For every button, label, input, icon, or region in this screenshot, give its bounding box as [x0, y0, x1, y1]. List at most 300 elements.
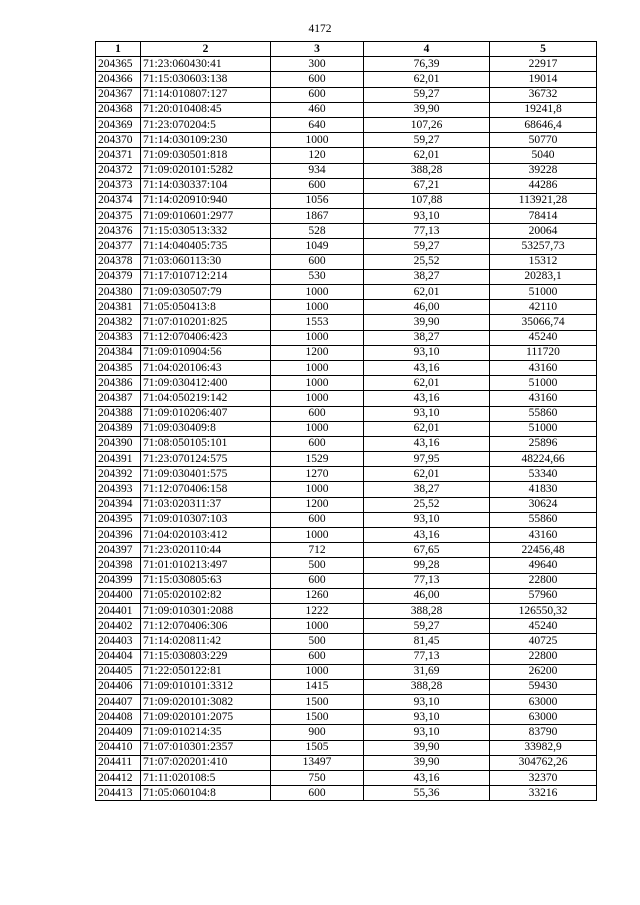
row-number-cell: 204379 [96, 269, 141, 284]
rate-cell: 39,90 [364, 102, 490, 117]
area-cell: 528 [271, 224, 364, 239]
rate-cell: 43,16 [364, 436, 490, 451]
table-row [96, 163, 597, 178]
rate-cell: 388,28 [364, 679, 490, 694]
value-cell: 44286 [490, 178, 597, 193]
table-row [96, 695, 597, 710]
table-row [96, 360, 597, 375]
rate-cell: 62,01 [364, 148, 490, 163]
value-cell: 36732 [490, 87, 597, 102]
row-number-cell: 204408 [96, 710, 141, 725]
value-cell: 51000 [490, 421, 597, 436]
rate-cell: 107,88 [364, 193, 490, 208]
area-cell: 1000 [271, 330, 364, 345]
value-cell: 63000 [490, 695, 597, 710]
value-cell: 22917 [490, 57, 597, 72]
cadastral-number-cell: 71:04:020106:43 [141, 360, 271, 375]
area-cell: 300 [271, 57, 364, 72]
cadastral-number-cell: 71:23:060430:41 [141, 57, 271, 72]
cadastral-number-cell: 71:14:020811:42 [141, 634, 271, 649]
table-row [96, 148, 597, 163]
cadastral-number-cell: 71:05:020102:82 [141, 588, 271, 603]
rate-cell: 67,65 [364, 543, 490, 558]
table-row [96, 178, 597, 193]
row-number-cell: 204400 [96, 588, 141, 603]
value-cell: 43160 [490, 360, 597, 375]
value-cell: 41830 [490, 482, 597, 497]
row-number-cell: 204411 [96, 755, 141, 770]
table-row [96, 421, 597, 436]
area-cell: 600 [271, 87, 364, 102]
value-cell: 19241,8 [490, 102, 597, 117]
row-number-cell: 204402 [96, 619, 141, 634]
row-number-cell: 204399 [96, 573, 141, 588]
area-cell: 1049 [271, 239, 364, 254]
value-cell: 33216 [490, 786, 597, 801]
column-header: 1 [96, 42, 141, 57]
cadastral-number-cell: 71:07:010301:2357 [141, 740, 271, 755]
rate-cell: 62,01 [364, 467, 490, 482]
table-row [96, 573, 597, 588]
table-row [96, 254, 597, 269]
value-cell: 111720 [490, 345, 597, 360]
area-cell: 1000 [271, 133, 364, 148]
rate-cell: 46,00 [364, 588, 490, 603]
value-cell: 55860 [490, 512, 597, 527]
row-number-cell: 204403 [96, 634, 141, 649]
row-number-cell: 204398 [96, 558, 141, 573]
area-cell: 120 [271, 148, 364, 163]
table-row [96, 771, 597, 786]
row-number-cell: 204380 [96, 285, 141, 300]
column-header: 5 [490, 42, 597, 57]
table-row [96, 117, 597, 132]
table-row [96, 588, 597, 603]
area-cell: 1000 [271, 528, 364, 543]
rate-cell: 93,10 [364, 695, 490, 710]
value-cell: 33982,9 [490, 740, 597, 755]
area-cell: 600 [271, 649, 364, 664]
cadastral-number-cell: 71:11:020108:5 [141, 771, 271, 786]
area-cell: 600 [271, 72, 364, 87]
cadastral-number-cell: 71:15:030513:332 [141, 224, 271, 239]
rate-cell: 43,16 [364, 391, 490, 406]
value-cell: 25896 [490, 436, 597, 451]
value-cell: 78414 [490, 209, 597, 224]
row-number-cell: 204409 [96, 725, 141, 740]
rate-cell: 43,16 [364, 771, 490, 786]
value-cell: 22800 [490, 573, 597, 588]
row-number-cell: 204374 [96, 193, 141, 208]
table-row [96, 102, 597, 117]
rate-cell: 39,90 [364, 315, 490, 330]
row-number-cell: 204397 [96, 543, 141, 558]
area-cell: 1200 [271, 497, 364, 512]
row-number-cell: 204382 [96, 315, 141, 330]
rate-cell: 43,16 [364, 528, 490, 543]
area-cell: 900 [271, 725, 364, 740]
area-cell: 1270 [271, 467, 364, 482]
area-cell: 500 [271, 634, 364, 649]
row-number-cell: 204375 [96, 209, 141, 224]
cadastral-number-cell: 71:14:030337:104 [141, 178, 271, 193]
table-row [96, 315, 597, 330]
rate-cell: 93,10 [364, 345, 490, 360]
table-row [96, 285, 597, 300]
rate-cell: 46,00 [364, 300, 490, 315]
cadastral-number-cell: 71:05:050413:8 [141, 300, 271, 315]
column-header: 3 [271, 42, 364, 57]
area-cell: 1000 [271, 376, 364, 391]
rate-cell: 81,45 [364, 634, 490, 649]
cadastral-number-cell: 71:09:030501:818 [141, 148, 271, 163]
rate-cell: 62,01 [364, 421, 490, 436]
row-number-cell: 204385 [96, 360, 141, 375]
rate-cell: 77,13 [364, 224, 490, 239]
value-cell: 15312 [490, 254, 597, 269]
row-number-cell: 204383 [96, 330, 141, 345]
rate-cell: 59,27 [364, 87, 490, 102]
rate-cell: 43,16 [364, 360, 490, 375]
value-cell: 63000 [490, 710, 597, 725]
table-row [96, 558, 597, 573]
area-cell: 1000 [271, 360, 364, 375]
rate-cell: 77,13 [364, 573, 490, 588]
table-row [96, 512, 597, 527]
row-number-cell: 204390 [96, 436, 141, 451]
rate-cell: 31,69 [364, 664, 490, 679]
table-row [96, 209, 597, 224]
cadastral-number-cell: 71:09:030401:575 [141, 467, 271, 482]
area-cell: 1505 [271, 740, 364, 755]
cadastral-number-cell: 71:15:030603:138 [141, 72, 271, 87]
table-row [96, 664, 597, 679]
row-number-cell: 204412 [96, 771, 141, 786]
cadastral-number-cell: 71:03:060113:30 [141, 254, 271, 269]
rate-cell: 38,27 [364, 482, 490, 497]
cadastral-number-cell: 71:15:030803:229 [141, 649, 271, 664]
row-number-cell: 204384 [96, 345, 141, 360]
rate-cell: 388,28 [364, 603, 490, 618]
value-cell: 53340 [490, 467, 597, 482]
value-cell: 19014 [490, 72, 597, 87]
cadastral-number-cell: 71:23:070204:5 [141, 117, 271, 132]
area-cell: 500 [271, 558, 364, 573]
cadastral-number-cell: 71:14:030109:230 [141, 133, 271, 148]
table-row [96, 269, 597, 284]
cadastral-number-cell: 71:12:070406:423 [141, 330, 271, 345]
row-number-cell: 204378 [96, 254, 141, 269]
area-cell: 600 [271, 573, 364, 588]
table-row [96, 649, 597, 664]
cadastral-number-cell: 71:09:010206:407 [141, 406, 271, 421]
rate-cell: 62,01 [364, 72, 490, 87]
table-row [96, 603, 597, 618]
table-row [96, 87, 597, 102]
row-number-cell: 204386 [96, 376, 141, 391]
table-row [96, 391, 597, 406]
area-cell: 1000 [271, 285, 364, 300]
value-cell: 22800 [490, 649, 597, 664]
value-cell: 304762,26 [490, 755, 597, 770]
table-row [96, 786, 597, 801]
area-cell: 600 [271, 786, 364, 801]
area-cell: 530 [271, 269, 364, 284]
area-cell: 1000 [271, 300, 364, 315]
rate-cell: 62,01 [364, 285, 490, 300]
rate-cell: 93,10 [364, 209, 490, 224]
value-cell: 35066,74 [490, 315, 597, 330]
cadastral-number-cell: 71:09:010214:35 [141, 725, 271, 740]
rate-cell: 38,27 [364, 269, 490, 284]
rate-cell: 99,28 [364, 558, 490, 573]
value-cell: 113921,28 [490, 193, 597, 208]
row-number-cell: 204368 [96, 102, 141, 117]
cadastral-number-cell: 71:04:050219:142 [141, 391, 271, 406]
area-cell: 712 [271, 543, 364, 558]
cadastral-number-cell: 71:09:020101:2075 [141, 710, 271, 725]
cadastral-number-cell: 71:17:010712:214 [141, 269, 271, 284]
row-number-cell: 204365 [96, 57, 141, 72]
table-row [96, 497, 597, 512]
rate-cell: 59,27 [364, 619, 490, 634]
cadastral-number-cell: 71:05:060104:8 [141, 786, 271, 801]
value-cell: 43160 [490, 528, 597, 543]
cadastral-number-cell: 71:09:030409:8 [141, 421, 271, 436]
rate-cell: 55,36 [364, 786, 490, 801]
value-cell: 57960 [490, 588, 597, 603]
area-cell: 1200 [271, 345, 364, 360]
row-number-cell: 204371 [96, 148, 141, 163]
cadastral-number-cell: 71:09:030507:79 [141, 285, 271, 300]
row-number-cell: 204405 [96, 664, 141, 679]
value-cell: 59430 [490, 679, 597, 694]
area-cell: 1500 [271, 710, 364, 725]
table-row [96, 193, 597, 208]
cadastral-number-cell: 71:09:020101:5282 [141, 163, 271, 178]
cadastral-number-cell: 71:09:010301:2088 [141, 603, 271, 618]
area-cell: 13497 [271, 755, 364, 770]
row-number-cell: 204401 [96, 603, 141, 618]
rate-cell: 39,90 [364, 740, 490, 755]
value-cell: 20064 [490, 224, 597, 239]
area-cell: 1260 [271, 588, 364, 603]
table-row [96, 634, 597, 649]
row-number-cell: 204369 [96, 117, 141, 132]
row-number-cell: 204387 [96, 391, 141, 406]
row-number-cell: 204372 [96, 163, 141, 178]
value-cell: 50770 [490, 133, 597, 148]
rate-cell: 97,95 [364, 452, 490, 467]
value-cell: 26200 [490, 664, 597, 679]
value-cell: 55860 [490, 406, 597, 421]
area-cell: 1529 [271, 452, 364, 467]
area-cell: 934 [271, 163, 364, 178]
value-cell: 42110 [490, 300, 597, 315]
area-cell: 750 [271, 771, 364, 786]
data-table [95, 41, 597, 801]
table-header-row [96, 42, 597, 57]
table-row [96, 376, 597, 391]
cadastral-number-cell: 71:04:020103:412 [141, 528, 271, 543]
table-row [96, 467, 597, 482]
page-number: 4172 [308, 23, 332, 35]
area-cell: 1000 [271, 482, 364, 497]
column-header: 4 [364, 42, 490, 57]
row-number-cell: 204391 [96, 452, 141, 467]
table-row [96, 740, 597, 755]
row-number-cell: 204395 [96, 512, 141, 527]
table-row [96, 543, 597, 558]
row-number-cell: 204404 [96, 649, 141, 664]
value-cell: 51000 [490, 285, 597, 300]
cadastral-number-cell: 71:14:010807:127 [141, 87, 271, 102]
rate-cell: 59,27 [364, 133, 490, 148]
table-row [96, 679, 597, 694]
cadastral-number-cell: 71:22:050122:81 [141, 664, 271, 679]
cadastral-number-cell: 71:14:040405:735 [141, 239, 271, 254]
area-cell: 1000 [271, 421, 364, 436]
value-cell: 51000 [490, 376, 597, 391]
rate-cell: 76,39 [364, 57, 490, 72]
area-cell: 1056 [271, 193, 364, 208]
value-cell: 40725 [490, 634, 597, 649]
rate-cell: 107,26 [364, 117, 490, 132]
rate-cell: 93,10 [364, 710, 490, 725]
value-cell: 43160 [490, 391, 597, 406]
table-row [96, 330, 597, 345]
rate-cell: 93,10 [364, 406, 490, 421]
value-cell: 32370 [490, 771, 597, 786]
row-number-cell: 204388 [96, 406, 141, 421]
row-number-cell: 204406 [96, 679, 141, 694]
cadastral-number-cell: 71:07:020201:410 [141, 755, 271, 770]
table-row [96, 452, 597, 467]
table-body [96, 57, 597, 801]
area-cell: 1000 [271, 391, 364, 406]
table-row [96, 710, 597, 725]
rate-cell: 93,10 [364, 725, 490, 740]
row-number-cell: 204393 [96, 482, 141, 497]
row-number-cell: 204394 [96, 497, 141, 512]
table-row [96, 482, 597, 497]
table-row [96, 755, 597, 770]
rate-cell: 388,28 [364, 163, 490, 178]
row-number-cell: 204376 [96, 224, 141, 239]
row-number-cell: 204413 [96, 786, 141, 801]
area-cell: 600 [271, 406, 364, 421]
rate-cell: 62,01 [364, 376, 490, 391]
value-cell: 20283,1 [490, 269, 597, 284]
row-number-cell: 204407 [96, 695, 141, 710]
cadastral-number-cell: 71:09:010307:103 [141, 512, 271, 527]
area-cell: 600 [271, 254, 364, 269]
table-row [96, 345, 597, 360]
table-row [96, 436, 597, 451]
area-cell: 640 [271, 117, 364, 132]
area-cell: 600 [271, 512, 364, 527]
value-cell: 45240 [490, 619, 597, 634]
row-number-cell: 204373 [96, 178, 141, 193]
row-number-cell: 204396 [96, 528, 141, 543]
area-cell: 1222 [271, 603, 364, 618]
row-number-cell: 204367 [96, 87, 141, 102]
rate-cell: 67,21 [364, 178, 490, 193]
area-cell: 460 [271, 102, 364, 117]
row-number-cell: 204366 [96, 72, 141, 87]
area-cell: 600 [271, 436, 364, 451]
cadastral-number-cell: 71:12:070406:306 [141, 619, 271, 634]
cadastral-number-cell: 71:09:010904:56 [141, 345, 271, 360]
rate-cell: 25,52 [364, 254, 490, 269]
area-cell: 1000 [271, 664, 364, 679]
row-number-cell: 204370 [96, 133, 141, 148]
cadastral-number-cell: 71:14:020910:940 [141, 193, 271, 208]
value-cell: 48224,66 [490, 452, 597, 467]
rate-cell: 38,27 [364, 330, 490, 345]
row-number-cell: 204392 [96, 467, 141, 482]
cadastral-number-cell: 71:09:010101:3312 [141, 679, 271, 694]
cadastral-number-cell: 71:23:020110:44 [141, 543, 271, 558]
cadastral-number-cell: 71:09:010601:2977 [141, 209, 271, 224]
column-header: 2 [141, 42, 271, 57]
value-cell: 22456,48 [490, 543, 597, 558]
cadastral-number-cell: 71:20:010408:45 [141, 102, 271, 117]
area-cell: 1553 [271, 315, 364, 330]
cadastral-number-cell: 71:08:050105:101 [141, 436, 271, 451]
area-cell: 1415 [271, 679, 364, 694]
row-number-cell: 204381 [96, 300, 141, 315]
value-cell: 30624 [490, 497, 597, 512]
value-cell: 49640 [490, 558, 597, 573]
table-row [96, 725, 597, 740]
value-cell: 126550,32 [490, 603, 597, 618]
cadastral-number-cell: 71:03:020311:37 [141, 497, 271, 512]
cadastral-number-cell: 71:23:070124:575 [141, 452, 271, 467]
table-row [96, 528, 597, 543]
table-row [96, 300, 597, 315]
cadastral-number-cell: 71:12:070406:158 [141, 482, 271, 497]
table-row [96, 406, 597, 421]
cadastral-number-cell: 71:09:020101:3082 [141, 695, 271, 710]
cadastral-number-cell: 71:09:030412:400 [141, 376, 271, 391]
area-cell: 1867 [271, 209, 364, 224]
table-row [96, 72, 597, 87]
area-cell: 1000 [271, 619, 364, 634]
area-cell: 600 [271, 178, 364, 193]
table-row [96, 224, 597, 239]
rate-cell: 39,90 [364, 755, 490, 770]
table-row [96, 619, 597, 634]
cadastral-number-cell: 71:01:010213:497 [141, 558, 271, 573]
cadastral-number-cell: 71:07:010201:825 [141, 315, 271, 330]
row-number-cell: 204410 [96, 740, 141, 755]
rate-cell: 25,52 [364, 497, 490, 512]
row-number-cell: 204389 [96, 421, 141, 436]
value-cell: 68646,4 [490, 117, 597, 132]
table-row [96, 239, 597, 254]
rate-cell: 77,13 [364, 649, 490, 664]
cadastral-number-cell: 71:15:030805:63 [141, 573, 271, 588]
area-cell: 1500 [271, 695, 364, 710]
value-cell: 39228 [490, 163, 597, 178]
row-number-cell: 204377 [96, 239, 141, 254]
rate-cell: 93,10 [364, 512, 490, 527]
table-row [96, 57, 597, 72]
value-cell: 53257,73 [490, 239, 597, 254]
rate-cell: 59,27 [364, 239, 490, 254]
value-cell: 5040 [490, 148, 597, 163]
